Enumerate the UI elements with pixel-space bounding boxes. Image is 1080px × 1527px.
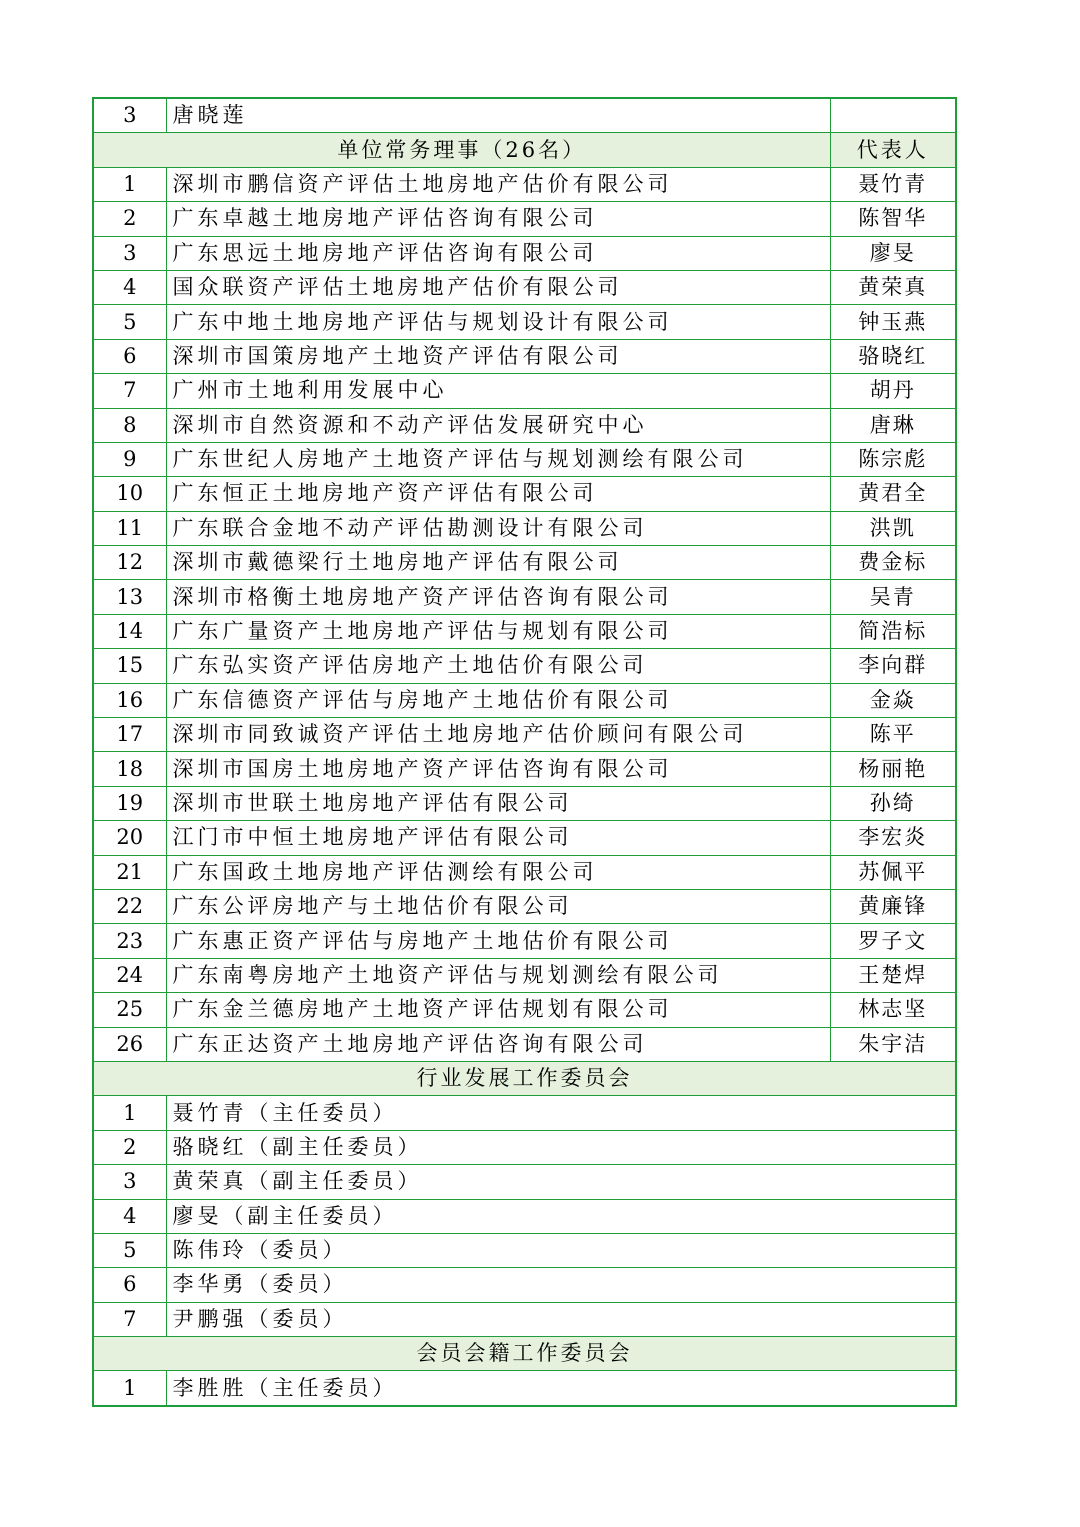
row-number: 2 — [93, 202, 166, 236]
section-header-standing-directors — [93, 133, 956, 167]
row-number: 7 — [93, 374, 166, 408]
table-row — [93, 305, 956, 339]
row-number: 2 — [93, 1130, 166, 1164]
table-row — [93, 1096, 956, 1130]
table-row — [93, 924, 956, 958]
member-company: 广东广量资产土地房地产评估与规划有限公司 — [166, 614, 830, 648]
table-row — [93, 511, 956, 545]
member-table — [92, 97, 957, 1407]
row-number: 24 — [93, 958, 166, 992]
section-header-industry-committee — [93, 1061, 956, 1095]
committee-member: 李华勇（委员） — [166, 1268, 956, 1302]
member-company: 深圳市国房土地房地产资产评估咨询有限公司 — [166, 752, 830, 786]
table-row — [93, 1268, 956, 1302]
committee-member: 黄荣真（副主任委员） — [166, 1165, 956, 1199]
table-row — [93, 1233, 956, 1267]
section-title: 行业发展工作委员会 — [93, 1061, 956, 1095]
member-company: 广东南粤房地产土地资产评估与规划测绘有限公司 — [166, 958, 830, 992]
representative: 王楚焊 — [830, 958, 956, 992]
table-row — [93, 786, 956, 820]
member-company: 广东国政土地房地产评估测绘有限公司 — [166, 855, 830, 889]
row-number: 3 — [93, 98, 166, 133]
table-row — [93, 649, 956, 683]
table-row — [93, 477, 956, 511]
row-number: 25 — [93, 993, 166, 1027]
table-row — [93, 958, 956, 992]
committee-member: 李胜胜（主任委员） — [166, 1371, 956, 1406]
member-company: 广东正达资产土地房地产评估咨询有限公司 — [166, 1027, 830, 1061]
table-row — [93, 167, 956, 201]
committee-member: 陈伟玲（委员） — [166, 1233, 956, 1267]
representative: 苏佩平 — [830, 855, 956, 889]
section-title: 会员会籍工作委员会 — [93, 1337, 956, 1371]
table-row — [93, 614, 956, 648]
representative: 杨丽艳 — [830, 752, 956, 786]
member-company: 深圳市同致诚资产评估土地房地产估价顾问有限公司 — [166, 718, 830, 752]
member-company: 广东公评房地产与土地估价有限公司 — [166, 889, 830, 923]
row-number: 1 — [93, 1371, 166, 1406]
section-title: 单位常务理事（26名） — [93, 133, 830, 167]
row-number: 1 — [93, 167, 166, 201]
member-company: 深圳市鹏信资产评估土地房地产估价有限公司 — [166, 167, 830, 201]
member-company: 广东金兰德房地产土地资产评估规划有限公司 — [166, 993, 830, 1027]
representative: 黄廉锋 — [830, 889, 956, 923]
row-number: 1 — [93, 1096, 166, 1130]
row-number: 7 — [93, 1302, 166, 1336]
representative: 费金标 — [830, 546, 956, 580]
representative: 陈平 — [830, 718, 956, 752]
row-number: 23 — [93, 924, 166, 958]
row-number: 11 — [93, 511, 166, 545]
member-company: 广东信德资产评估与房地产土地估价有限公司 — [166, 683, 830, 717]
row-number: 18 — [93, 752, 166, 786]
row-number: 16 — [93, 683, 166, 717]
row-number: 19 — [93, 786, 166, 820]
row-number: 15 — [93, 649, 166, 683]
member-company: 深圳市戴德梁行土地房地产评估有限公司 — [166, 546, 830, 580]
table-row — [93, 683, 956, 717]
representative-header: 代表人 — [830, 133, 956, 167]
representative: 胡丹 — [830, 374, 956, 408]
representative: 朱宇洁 — [830, 1027, 956, 1061]
member-company: 广东联合金地不动产评估勘测设计有限公司 — [166, 511, 830, 545]
table-row — [93, 546, 956, 580]
table-row — [93, 580, 956, 614]
table-row — [93, 993, 956, 1027]
row-number: 20 — [93, 821, 166, 855]
row-number: 10 — [93, 477, 166, 511]
row-number: 21 — [93, 855, 166, 889]
member-company: 深圳市自然资源和不动产评估发展研究中心 — [166, 408, 830, 442]
row-number: 5 — [93, 1233, 166, 1267]
table-row — [93, 1302, 956, 1336]
table-row — [93, 374, 956, 408]
representative — [830, 98, 956, 133]
member-company: 广东卓越土地房地产评估咨询有限公司 — [166, 202, 830, 236]
representative: 简浩标 — [830, 614, 956, 648]
representative: 孙绮 — [830, 786, 956, 820]
row-number: 13 — [93, 580, 166, 614]
row-number: 14 — [93, 614, 166, 648]
row-number: 26 — [93, 1027, 166, 1061]
row-number: 8 — [93, 408, 166, 442]
table-row — [93, 98, 956, 133]
table-row — [93, 718, 956, 752]
table-row — [93, 855, 956, 889]
representative: 黄君全 — [830, 477, 956, 511]
committee-member: 尹鹏强（委员） — [166, 1302, 956, 1336]
row-number: 4 — [93, 270, 166, 304]
table-row — [93, 442, 956, 476]
section-header-membership-committee — [93, 1337, 956, 1371]
representative: 钟玉燕 — [830, 305, 956, 339]
representative: 金焱 — [830, 683, 956, 717]
table-row — [93, 1371, 956, 1406]
representative: 林志坚 — [830, 993, 956, 1027]
table-row — [93, 821, 956, 855]
table-row — [93, 339, 956, 373]
representative: 廖旻 — [830, 236, 956, 270]
representative: 洪凯 — [830, 511, 956, 545]
representative: 罗子文 — [830, 924, 956, 958]
table-row — [93, 1199, 956, 1233]
member-company: 江门市中恒土地房地产评估有限公司 — [166, 821, 830, 855]
member-company: 广东思远土地房地产评估咨询有限公司 — [166, 236, 830, 270]
table-row — [93, 270, 956, 304]
table-row — [93, 752, 956, 786]
representative: 唐琳 — [830, 408, 956, 442]
member-company: 深圳市格衡土地房地产资产评估咨询有限公司 — [166, 580, 830, 614]
row-number: 17 — [93, 718, 166, 752]
member-company: 国众联资产评估土地房地产估价有限公司 — [166, 270, 830, 304]
table-row — [93, 1165, 956, 1199]
table-row — [93, 1130, 956, 1164]
row-number: 6 — [93, 339, 166, 373]
table-row — [93, 889, 956, 923]
member-company: 广东恒正土地房地产资产评估有限公司 — [166, 477, 830, 511]
member-company: 广东弘实资产评估房地产土地估价有限公司 — [166, 649, 830, 683]
row-number: 6 — [93, 1268, 166, 1302]
row-number: 12 — [93, 546, 166, 580]
representative: 黄荣真 — [830, 270, 956, 304]
member-company: 广州市土地利用发展中心 — [166, 374, 830, 408]
representative: 李向群 — [830, 649, 956, 683]
row-number: 4 — [93, 1199, 166, 1233]
representative: 陈宗彪 — [830, 442, 956, 476]
committee-member: 廖旻（副主任委员） — [166, 1199, 956, 1233]
representative: 骆晓红 — [830, 339, 956, 373]
committee-member: 骆晓红（副主任委员） — [166, 1130, 956, 1164]
representative: 陈智华 — [830, 202, 956, 236]
member-company: 广东惠正资产评估与房地产土地估价有限公司 — [166, 924, 830, 958]
representative: 吴青 — [830, 580, 956, 614]
member-company: 广东世纪人房地产土地资产评估与规划测绘有限公司 — [166, 442, 830, 476]
member-name: 唐晓莲 — [166, 98, 830, 133]
row-number: 9 — [93, 442, 166, 476]
representative: 聂竹青 — [830, 167, 956, 201]
committee-member: 聂竹青（主任委员） — [166, 1096, 956, 1130]
row-number: 3 — [93, 236, 166, 270]
table-row — [93, 236, 956, 270]
row-number: 5 — [93, 305, 166, 339]
row-number: 22 — [93, 889, 166, 923]
member-company: 深圳市世联土地房地产评估有限公司 — [166, 786, 830, 820]
member-company: 广东中地土地房地产评估与规划设计有限公司 — [166, 305, 830, 339]
row-number: 3 — [93, 1165, 166, 1199]
representative: 李宏炎 — [830, 821, 956, 855]
table-row — [93, 408, 956, 442]
table-row — [93, 1027, 956, 1061]
table-row — [93, 202, 956, 236]
member-company: 深圳市国策房地产土地资产评估有限公司 — [166, 339, 830, 373]
